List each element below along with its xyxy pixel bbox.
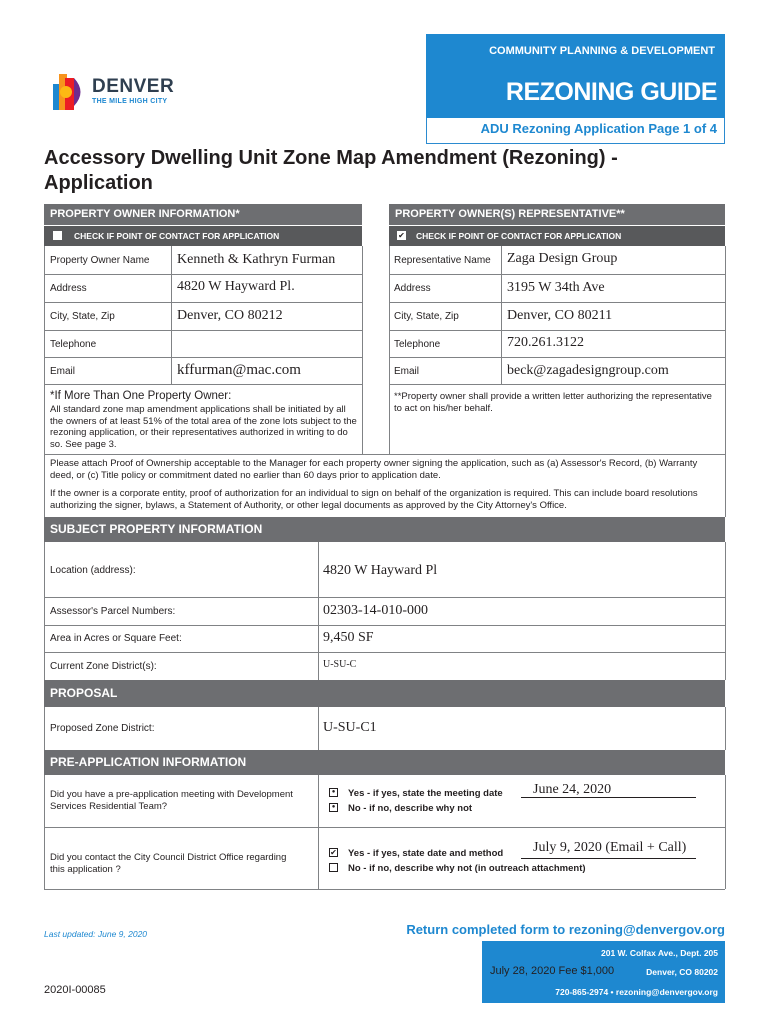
proposed-zone-label: Proposed Zone District: (50, 723, 155, 734)
rep-row-line (389, 357, 725, 358)
rep-row-line (389, 330, 725, 331)
preapp-column-divider (318, 775, 319, 889)
rep-note: **Property owner shall provide a written letter authorizing the representative to act on his/her behalf. (394, 391, 712, 414)
owner-city-field[interactable]: Denver, CO 80212 (177, 308, 283, 323)
owner-border-right (362, 246, 363, 454)
case-number: 2020I-00085 (44, 984, 106, 996)
owner-email-field[interactable]: kffurman@mac.com (177, 362, 301, 378)
current-zone-label: Current Zone District(s): (50, 661, 157, 672)
owner-row-line (44, 274, 362, 275)
area-label: Area in Acres or Square Feet: (50, 633, 182, 644)
owner-address-label: Address (50, 283, 87, 294)
proof-border-right (725, 454, 726, 517)
proposed-zone-field[interactable]: U-SU-C1 (323, 720, 377, 735)
logo-tagline: THE MILE HIGH CITY (92, 98, 168, 105)
contact-address-line-2: Denver, CO 80202 (646, 967, 718, 977)
owner-border-left (44, 246, 45, 454)
owner-contact-checkbox[interactable] (53, 231, 62, 240)
received-stamp: July 28, 2020 Fee $1,000 (490, 965, 615, 977)
q2-yes-checkbox[interactable]: ✔ (330, 848, 337, 857)
rep-row-line (389, 274, 725, 275)
rep-contact-checkbox[interactable]: ✔ (398, 231, 405, 240)
q2-no-checkbox[interactable] (329, 863, 338, 872)
rep-email-label: Email (394, 366, 420, 377)
rep-row-line (389, 302, 725, 303)
location-label: Location (address): (50, 565, 136, 576)
area-field[interactable]: 9,450 SF (323, 630, 374, 645)
subject-border-left (44, 542, 45, 680)
guide-title: REZONING GUIDE (505, 78, 717, 106)
preapp-border-left (44, 775, 45, 889)
owner-row-line (44, 384, 362, 385)
rep-address-field[interactable]: 3195 W 34th Ave (507, 280, 605, 295)
owner-section-header: PROPERTY OWNER INFORMATION* (44, 204, 362, 225)
page-subtitle: ADU Rezoning Application Page 1 of 4 (480, 121, 717, 136)
preapp-question-2: Did you contact the City Council District Office regarding this application ? (50, 852, 287, 875)
parcel-label: Assessor's Parcel Numbers: (50, 606, 176, 617)
q2-yes-label: Yes - if yes, state date and method (348, 848, 504, 859)
rep-phone-field[interactable]: 720.261.3122 (507, 335, 584, 350)
rep-email-field[interactable]: beck@zagadesigngroup.com (507, 363, 669, 378)
rep-address-label: Address (394, 283, 431, 294)
rep-border-right (725, 246, 726, 454)
preapp-border-right (725, 775, 726, 889)
current-zone-field[interactable]: U-SU-C (323, 659, 357, 670)
owner-contact-label: CHECK IF POINT OF CONTACT FOR APPLICATION (74, 231, 280, 241)
owner-email-label: Email (50, 366, 76, 377)
preapp-section-header: PRE-APPLICATION INFORMATION (44, 750, 725, 775)
proposal-border-left (44, 707, 45, 750)
contact-phone-email: 720-865-2974 • rezoning@denvergov.org (555, 987, 718, 997)
rep-name-field[interactable]: Zaga Design Group (507, 251, 618, 266)
location-field[interactable]: 4820 W Hayward Pl (323, 563, 438, 578)
q1-yes-label: Yes - if yes, state the meeting date (348, 788, 503, 799)
rep-row-line (389, 384, 725, 385)
preapp-question-1: Did you have a pre-application meeting with Development Services Residential Team? (50, 789, 293, 812)
subject-section-header: SUBJECT PROPERTY INFORMATION (44, 517, 725, 542)
owner-note-body: All standard zone map amendment applications shall be initiated by all the owners of at least 51% of the total area of the zone lots subject to the rezoning application, or their representatives authorized in writing to do so. See page 3. (50, 404, 357, 450)
owner-note-title: *If More Than One Property Owner: (50, 390, 232, 402)
proposal-border-right (725, 707, 726, 750)
page-title: Accessory Dwelling Unit Zone Map Amendment (Rezoning) - Application (44, 147, 618, 194)
rep-border-left (389, 246, 390, 454)
rep-name-label: Representative Name (394, 255, 491, 266)
q1-no-label: No - if no, describe why not (348, 803, 473, 814)
q2-answer-field[interactable]: July 9, 2020 (Email + Call) (533, 840, 687, 855)
owner-phone-label: Telephone (50, 339, 97, 350)
owner-row-line (44, 357, 362, 358)
department-name: COMMUNITY PLANNING & DEVELOPMENT (489, 45, 715, 57)
proof-paragraph-1: Please attach Proof of Ownership acceptable to the Manager for each property owner signing the application, such as (a) Assessor's Record, (b) Warranty deed, or (c) Title policy or commitment dated no earlier than 60 days prior to application date. (50, 458, 698, 481)
proposal-section-header: PROPOSAL (44, 680, 725, 707)
rep-section-header: PROPERTY OWNER(S) REPRESENTATIVE** (389, 204, 725, 225)
owner-row-line (44, 330, 362, 331)
preapp-row-line (44, 827, 725, 828)
return-instructions: Return completed form to rezoning@denvergov.org (406, 922, 725, 937)
subject-row-line (44, 597, 725, 598)
q2-no-label: No - if no, describe why not (in outreach attachment) (348, 863, 586, 874)
proposal-column-divider (318, 707, 319, 750)
parcel-field[interactable]: 02303-14-010-000 (323, 603, 428, 618)
owner-column-divider (171, 246, 172, 384)
owner-name-label: Property Owner Name (50, 255, 150, 266)
contact-address-line-1: 201 W. Colfax Ave., Dept. 205 (601, 948, 718, 958)
subject-row-line (44, 652, 725, 653)
last-updated: Last updated: June 9, 2020 (44, 929, 148, 939)
preapp-bottom-line (44, 889, 725, 890)
owner-row-line (44, 302, 362, 303)
rep-contact-label: CHECK IF POINT OF CONTACT FOR APPLICATION (416, 231, 622, 241)
subject-border-right (725, 542, 726, 680)
rep-phone-label: Telephone (394, 339, 441, 350)
proof-paragraph-2: If the owner is a corporate entity, proof of authorization for an individual to sign on behalf of the organization is required. This can include board resolutions authorizing the signer, bylaws, a Statement of Authority, or other legal documents as approved by the City Attorney's Office. (50, 488, 698, 511)
subject-row-line (44, 625, 725, 626)
subject-column-divider (318, 542, 319, 680)
rep-city-label: City, State, Zip (394, 311, 459, 322)
q1-answer-field[interactable]: June 24, 2020 (533, 782, 612, 797)
proof-top-line (44, 454, 725, 455)
owner-address-field[interactable]: 4820 W Hayward Pl. (177, 279, 295, 294)
rep-city-field[interactable]: Denver, CO 80211 (507, 308, 613, 323)
denver-logo-icon (53, 74, 87, 110)
proof-border-left (44, 454, 45, 517)
q1-yes-radio[interactable]: ● (329, 788, 338, 797)
owner-name-field[interactable]: Kenneth & Kathryn Furman (177, 252, 336, 267)
rep-column-divider (501, 246, 502, 384)
owner-city-label: City, State, Zip (50, 311, 115, 322)
logo-wordmark: DENVER (92, 76, 175, 97)
q2-answer-line (521, 858, 696, 859)
q1-no-radio[interactable]: ● (329, 803, 338, 812)
